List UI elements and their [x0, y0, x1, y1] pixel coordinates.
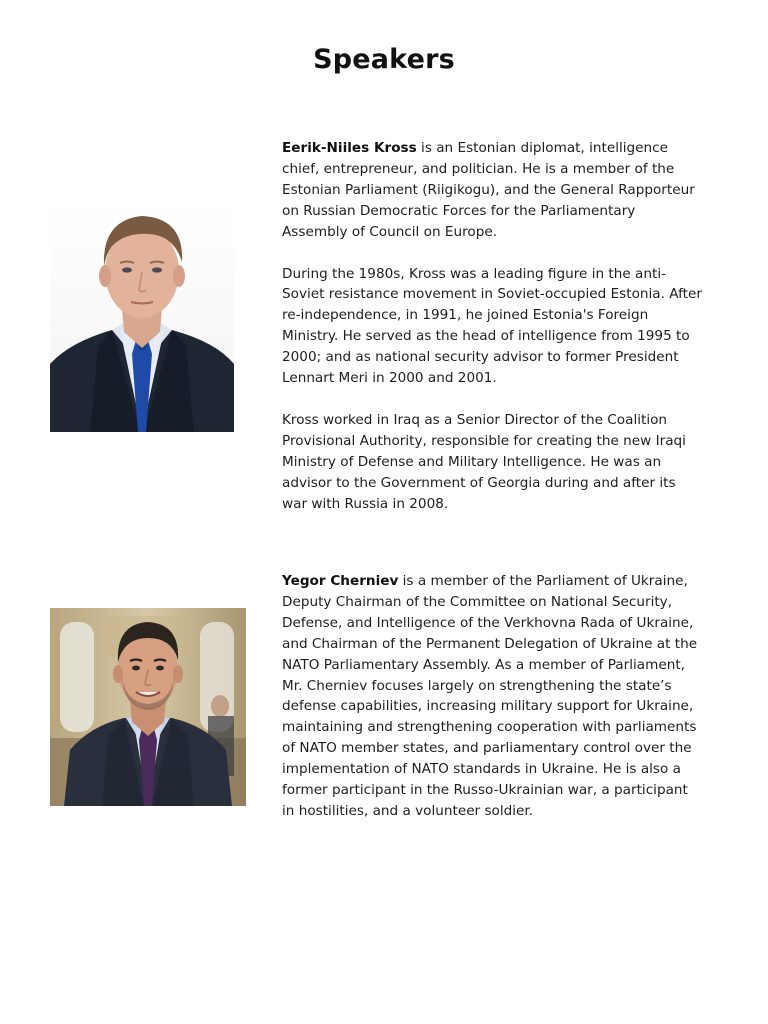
speaker-name: Yegor Cherniev [282, 573, 399, 589]
bio-lead-text: is a member of the Parliament of Ukraine, Deputy Chairman of the Committee on National Security, Defense, and Intelligence of the Verkhovna Rada of Ukraine, and Chairman of the Permanent Delegation of Ukraine at the NATO Parliamentary Assembly. As a member of Parliament, Mr. Cherniev focuses largely on strengthening the state’s defense capabilities, increasing military support for Ukraine, maintaining and strengthening cooperation with parliaments of NATO member states, and parliamentary control over the implementation of NATO standards in Ukraine. He is also a former participant in the Russo-Ukrainian war, a participant in hostilities, and a volunteer soldier. [282, 573, 698, 819]
bio-lead-paragraph [282, 571, 702, 822]
speaker-photo-kross [50, 196, 234, 432]
bio-paragraph: During the 1980s, Kross was a leading figure in the anti-Soviet resistance movement in Soviet-occupied Estonia. After re-independence, in 1991, he joined Estonia's Foreign Ministry. He served as the head of intelligence from 1995 to 2000; and as national security advisor to former President Lennart Meri in 2000 and 2001. [282, 265, 702, 387]
portrait-cherniev-illustration [50, 608, 246, 806]
speaker-name: Eerik-Niiles Kross [282, 140, 417, 156]
bio-lead-text: is an Estonian diplomat, intelligence chief, entrepreneur, and politician. He is a member of the Estonian Parliament (Riigikogu), and the General Rapporteur on Russian Democratic Forces for the Parliamentary Assembly of Council on Europe. [282, 140, 695, 240]
speaker-bio-cherniev [282, 571, 702, 822]
page-title: Speakers [313, 44, 455, 75]
bio-lead-paragraph [282, 138, 702, 243]
bio-paragraph: Kross worked in Iraq as a Senior Director of the Coalition Provisional Authority, responsible for creating the new Iraqi Ministry of Defense and Military Intelligence. He was an advisor to the Government of Georgia during and after its war with Russia in 2008. [282, 411, 686, 512]
speaker-bio-kross [282, 138, 702, 515]
portrait-kross-illustration [50, 196, 234, 432]
speaker-photo-cherniev [50, 608, 246, 806]
